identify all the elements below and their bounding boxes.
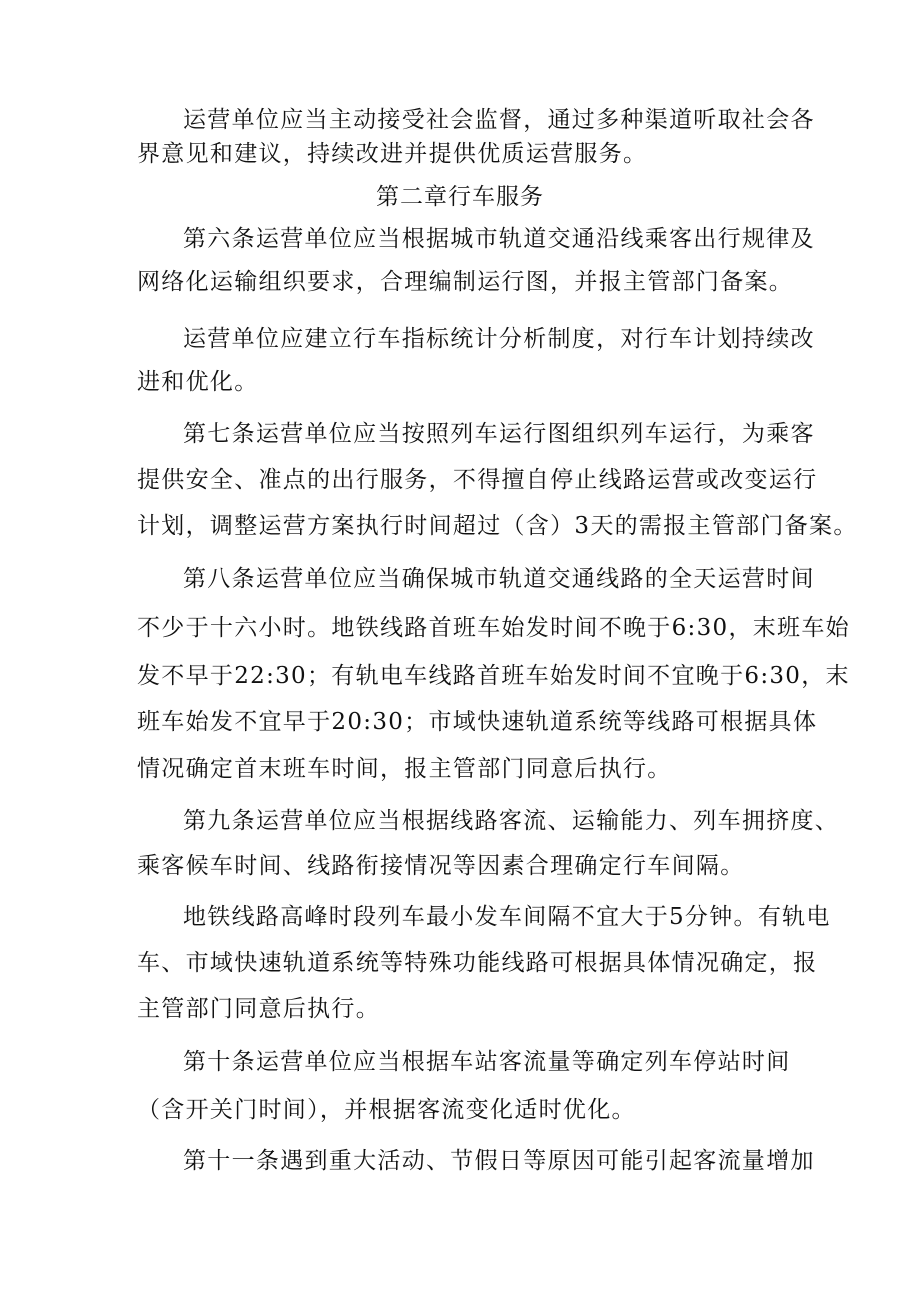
paragraph-line: 班车始发不宜早于20:30；市域快速轨道系统等线路可根据具体 xyxy=(137,709,818,735)
paragraph-line: 提供安全、准点的出行服务，不得擅自停止线路运营或改变运行 xyxy=(137,467,818,493)
paragraph-line: 第七条运营单位应当按照列车运行图组织列车运行，为乘客 xyxy=(183,421,815,447)
paragraph-line: 界意见和建议，持续改进并提供优质运营服务。 xyxy=(137,141,648,167)
paragraph-line: 第八条运营单位应当确保城市轨道交通线路的全天运营时间 xyxy=(183,566,815,592)
paragraph-line: 计划，调整运营方案执行时间超过（含）3天的需报主管部门备案。 xyxy=(137,513,858,539)
paragraph-line: 网络化运输组织要求，合理编制运行图，并报主管部门备案。 xyxy=(137,269,794,295)
paragraph-line: 第九条运营单位应当根据线路客流、运输能力、列车拥挤度、 xyxy=(183,808,840,834)
paragraph-line: 车、市域快速轨道系统等特殊功能线路可根据具体情况确定，报 xyxy=(137,950,818,976)
chapter-heading: 第二章行车服务 xyxy=(376,184,544,210)
paragraph-line: 不少于十六小时。地铁线路首班车始发时间不晚于6:30，末班车始 xyxy=(137,615,850,641)
paragraph-line: 运营单位应建立行车指标统计分析制度，对行车计划持续改 xyxy=(183,326,815,352)
paragraph-line: 情况确定首末班车时间，报主管部门同意后执行。 xyxy=(137,756,672,782)
paragraph-line: 第十条运营单位应当根据车站客流量等确定列车停站时间 xyxy=(183,1049,791,1075)
paragraph-line: 主管部门同意后执行。 xyxy=(137,996,380,1022)
paragraph-line: 第六条运营单位应当根据城市轨道交通沿线乘客出行规律及 xyxy=(183,226,815,252)
paragraph-line: 地铁线路高峰时段列车最小发车间隔不宜大于5分钟。有轨电 xyxy=(183,904,831,930)
paragraph-line: 乘客候车时间、线路衔接情况等因素合理确定行车间隔。 xyxy=(137,853,745,879)
paragraph-line: 运营单位应当主动接受社会监督，通过多种渠道听取社会各 xyxy=(183,107,815,133)
paragraph-line: 进和优化。 xyxy=(137,369,259,395)
paragraph-line: 发不早于22:30；有轨电车线路首班车始发时间不宜晚于6:30，末 xyxy=(137,663,850,689)
paragraph-line: 第十一条遇到重大活动、节假日等原因可能引起客流量增加 xyxy=(183,1148,815,1174)
paragraph-line: （含开关门时间），并根据客流变化适时优化。 xyxy=(137,1097,636,1123)
